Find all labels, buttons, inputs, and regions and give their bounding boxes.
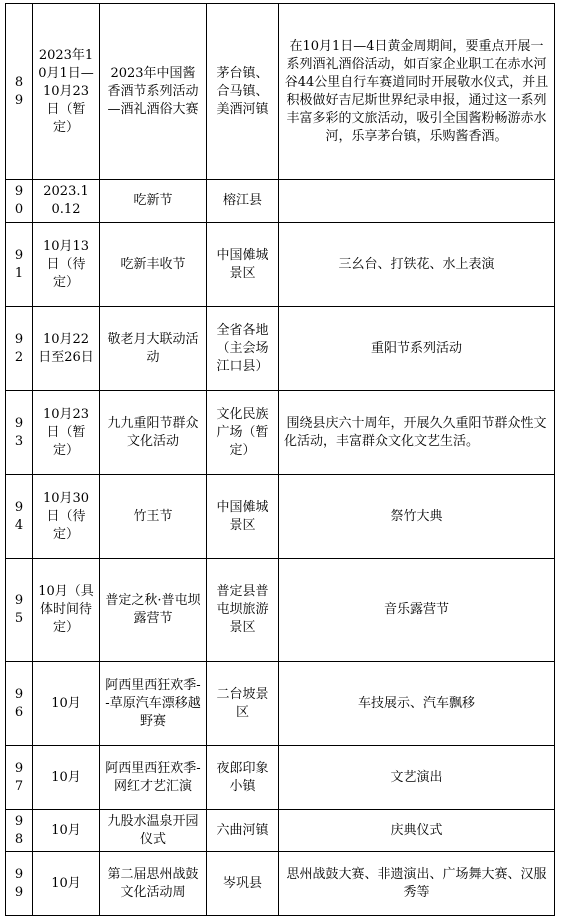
event-place: 六曲河镇 [207, 810, 279, 852]
event-name: 普定之秋·普屯坝露营节 [100, 559, 207, 662]
event-description: 重阳节系列活动 [279, 307, 555, 391]
event-name: 九九重阳节群众文化活动 [100, 391, 207, 475]
event-description: 在10月1日—4日黄金周期间，要重点开展一系列酒礼酒俗活动，如百家企业职工在赤水河谷44公里自行车赛道同时开展敬水仪式，并且积极做好吉尼斯世界纪录申报，通过这一系列丰富多彩的文旅活动，吸引全国酱粉畅游赤水河，乐享茅台镇，乐购酱香酒。 [279, 4, 555, 180]
event-date: 10月22日至26日 [33, 307, 100, 391]
event-date: 10月 [33, 852, 100, 916]
event-name: 敬老月大联动活动 [100, 307, 207, 391]
table-row [6, 662, 555, 746]
event-date: 10月13日（待定） [33, 223, 100, 307]
event-name: 吃新丰收节 [100, 223, 207, 307]
events-table [5, 3, 555, 916]
event-description: 车技展示、汽车飘移 [279, 662, 555, 746]
event-description: 围绕县庆六十周年，开展久久重阳节群众性文化活动，丰富群众文化文艺生活。 [279, 391, 555, 475]
table-row [6, 180, 555, 223]
event-place: 夜郎印象小镇 [207, 746, 279, 810]
event-place: 岑巩县 [207, 852, 279, 916]
row-number: 94 [6, 475, 33, 559]
event-place: 全省各地（主会场江口县） [207, 307, 279, 391]
table-row [6, 307, 555, 391]
event-place: 茅台镇、合马镇、美酒河镇 [207, 4, 279, 180]
table-row [6, 852, 555, 916]
event-date: 2023.10.12 [33, 180, 100, 223]
table-row [6, 391, 555, 475]
event-description: 音乐露营节 [279, 559, 555, 662]
event-date: 10月 [33, 810, 100, 852]
row-number: 96 [6, 662, 33, 746]
row-number: 97 [6, 746, 33, 810]
event-name: 阿西里西狂欢季-网红才艺汇演 [100, 746, 207, 810]
event-date: 10月（具体时间待定） [33, 559, 100, 662]
event-place: 中国傩城景区 [207, 223, 279, 307]
event-date: 10月 [33, 662, 100, 746]
event-name: 第二届思州战鼓文化活动周 [100, 852, 207, 916]
event-place: 普定县普屯坝旅游景区 [207, 559, 279, 662]
event-date: 10月23日（暂定） [33, 391, 100, 475]
event-name: 九股水温泉开园仪式 [100, 810, 207, 852]
table-row [6, 4, 555, 180]
event-description: 祭竹大典 [279, 475, 555, 559]
event-name: 阿西里西狂欢季--草原汽车漂移越野赛 [100, 662, 207, 746]
event-description: 文艺演出 [279, 746, 555, 810]
table-row [6, 746, 555, 810]
event-place: 榕江县 [207, 180, 279, 223]
event-date: 2023年10月1日—10月23日（暂定） [33, 4, 100, 180]
event-place: 文化民族广场（暂定） [207, 391, 279, 475]
event-description: 三幺台、打铁花、水上表演 [279, 223, 555, 307]
event-description: 思州战鼓大赛、非遗演出、广场舞大赛、汉服秀等 [279, 852, 555, 916]
row-number: 91 [6, 223, 33, 307]
row-number: 93 [6, 391, 33, 475]
event-place: 二台坡景区 [207, 662, 279, 746]
table-row [6, 559, 555, 662]
event-description [279, 180, 555, 223]
row-number: 99 [6, 852, 33, 916]
event-name: 2023年中国酱香酒节系列活动—酒礼酒俗大赛 [100, 4, 207, 180]
row-number: 92 [6, 307, 33, 391]
table-row [6, 810, 555, 852]
event-name: 竹王节 [100, 475, 207, 559]
event-date: 10月30日（待定） [33, 475, 100, 559]
table-row [6, 475, 555, 559]
table-row [6, 223, 555, 307]
row-number: 98 [6, 810, 33, 852]
event-place: 中国傩城景区 [207, 475, 279, 559]
event-description: 庆典仪式 [279, 810, 555, 852]
row-number: 95 [6, 559, 33, 662]
row-number: 90 [6, 180, 33, 223]
event-date: 10月 [33, 746, 100, 810]
row-number: 89 [6, 4, 33, 180]
event-name: 吃新节 [100, 180, 207, 223]
